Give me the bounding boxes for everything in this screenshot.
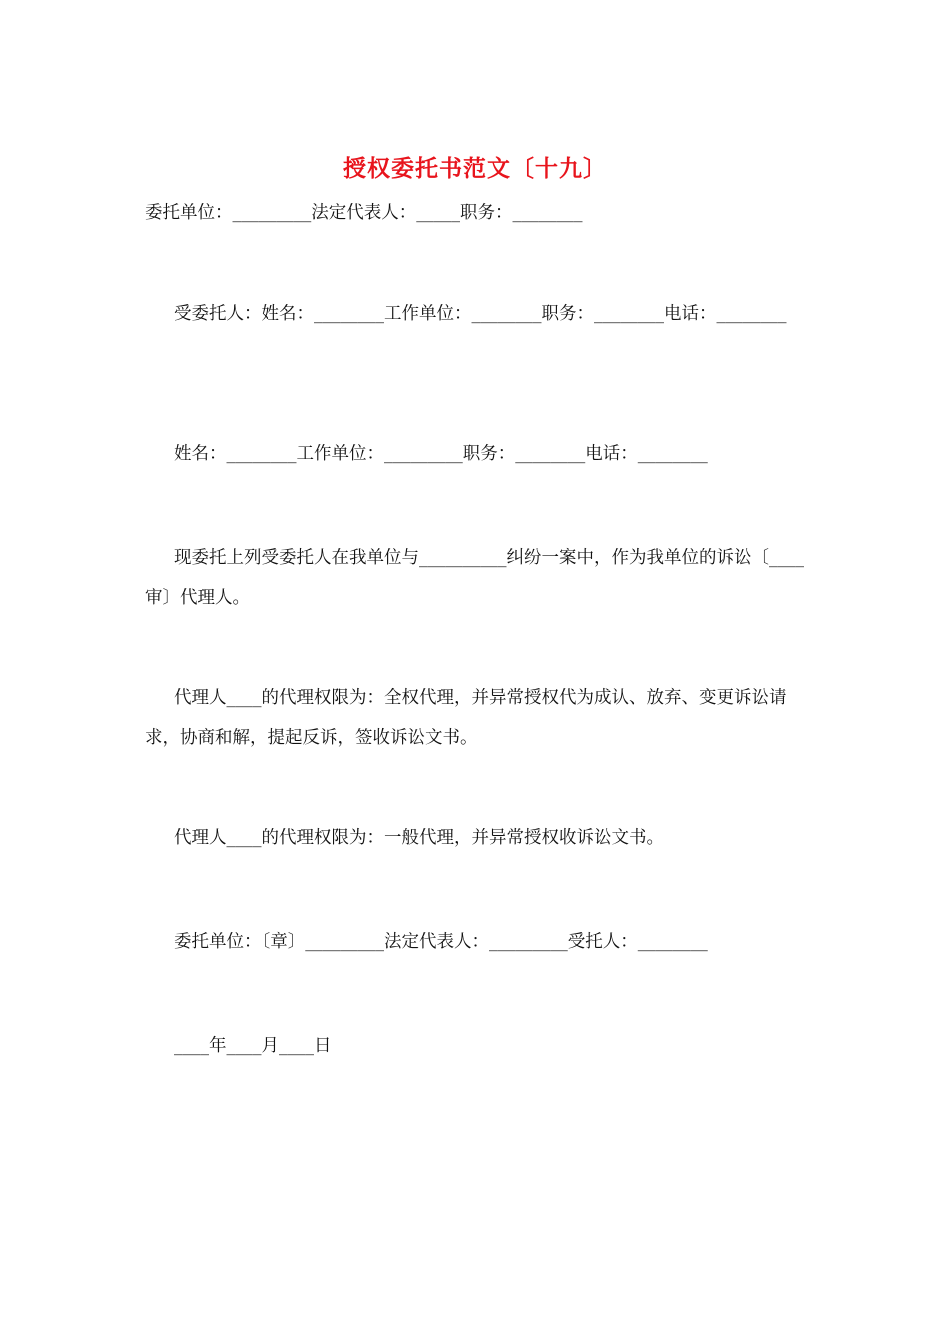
agent-line-2: 姓名：________工作单位：_________职务：________电话：________ <box>174 444 708 464</box>
general-authority-paragraph: 代理人____的代理权限为：一般代理，并异常授权收诉讼文书。 <box>174 828 664 848</box>
document-title: 授权委托书范文〔十九〕 <box>343 155 607 182</box>
signature-line: 委托单位：〔章〕_________法定代表人：_________受托人：________ <box>174 932 708 952</box>
full-authority-paragraph: 代理人____的代理权限为：全权代理，并异常授权代为成认、放弃、变更诉讼请求，协商和解，提起反诉，签收诉讼文书。 <box>145 688 787 748</box>
principal-unit-line: 委托单位：_________法定代表人：_____职务：________ <box>145 203 583 223</box>
date-line: ____年____月____日 <box>174 1036 332 1056</box>
entrustment-paragraph: 现委托上列受委托人在我单位与__________纠纷一案中，作为我单位的诉讼〔____审〕代理人。 <box>145 548 804 608</box>
agent-line-1: 受委托人：姓名：________工作单位：________职务：________电话：________ <box>174 304 787 324</box>
